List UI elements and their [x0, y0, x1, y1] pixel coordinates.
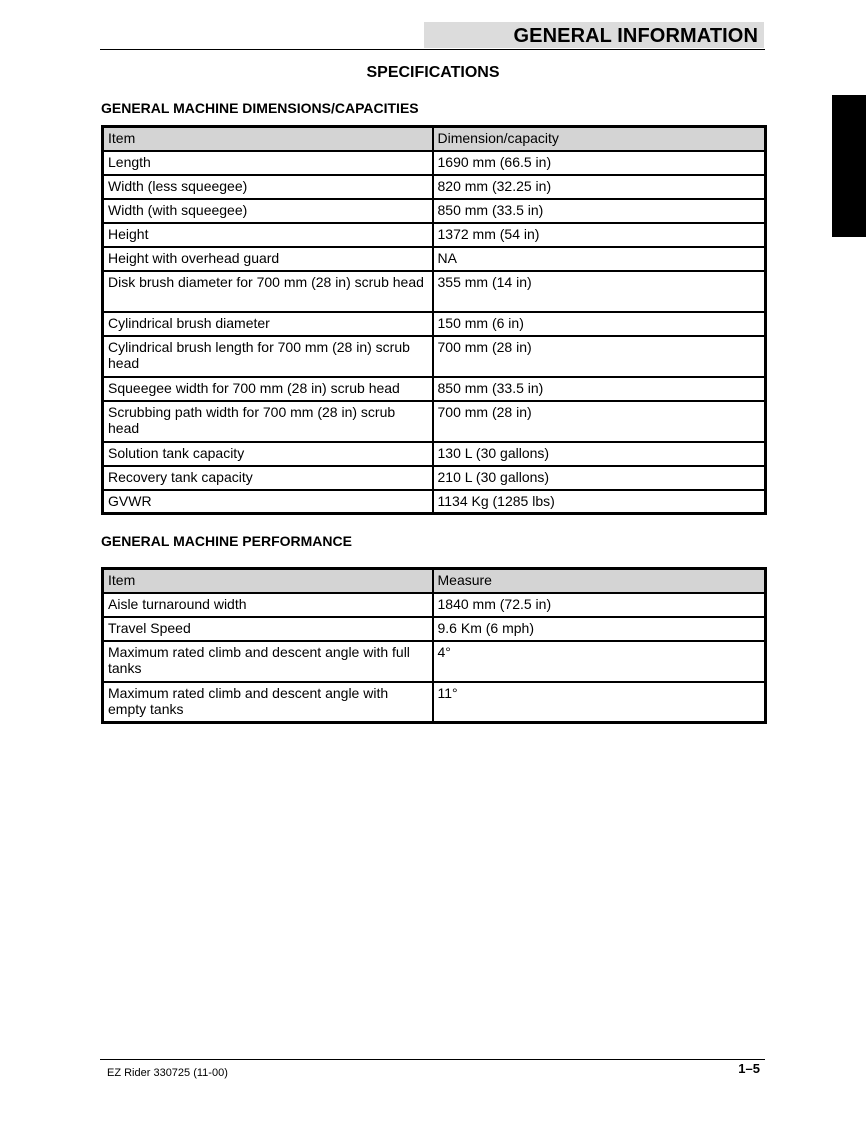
- row-value: 4°: [433, 641, 766, 682]
- table-row: [103, 199, 766, 223]
- table-row: [103, 641, 766, 682]
- row-item: Travel Speed: [103, 617, 433, 641]
- column-header-item: Item: [103, 127, 433, 151]
- table-row: [103, 401, 766, 442]
- row-value: 11°: [433, 682, 766, 723]
- table-row: [103, 223, 766, 247]
- row-item: Maximum rated climb and descent angle with full tanks: [103, 641, 433, 682]
- table-header-row: [103, 569, 766, 593]
- row-value: 850 mm (33.5 in): [433, 199, 766, 223]
- row-item: Width (with squeegee): [103, 199, 433, 223]
- row-item: Width (less squeegee): [103, 175, 433, 199]
- table-row: [103, 175, 766, 199]
- row-value: 210 L (30 gallons): [433, 466, 766, 490]
- table-row: [103, 377, 766, 401]
- table-row: [103, 442, 766, 466]
- table-row: [103, 466, 766, 490]
- row-item: Scrubbing path width for 700 mm (28 in) scrub head: [103, 401, 433, 442]
- dimensions-heading: GENERAL MACHINE DIMENSIONS/CAPACITIES: [101, 100, 419, 116]
- row-item: Cylindrical brush diameter: [103, 312, 433, 336]
- row-item: GVWR: [103, 490, 433, 514]
- section-thumb-tab: [832, 95, 866, 237]
- table-header-row: [103, 127, 766, 151]
- page-title: SPECIFICATIONS: [366, 64, 500, 81]
- table-row: [103, 682, 766, 723]
- table-row: [103, 271, 766, 312]
- performance-table: [101, 567, 767, 724]
- table-row: [103, 336, 766, 377]
- row-value: 130 L (30 gallons): [433, 442, 766, 466]
- column-header-measure: Measure: [433, 569, 766, 593]
- row-value: 1690 mm (66.5 in): [433, 151, 766, 175]
- table-row: [103, 490, 766, 514]
- row-value: 820 mm (32.25 in): [433, 175, 766, 199]
- section-title: GENERAL INFORMATION: [513, 25, 758, 47]
- row-value: 9.6 Km (6 mph): [433, 617, 766, 641]
- row-item: Recovery tank capacity: [103, 466, 433, 490]
- row-value: 850 mm (33.5 in): [433, 377, 766, 401]
- column-header-item: Item: [103, 569, 433, 593]
- table-row: [103, 312, 766, 336]
- row-value: NA: [433, 247, 766, 271]
- table-row: [103, 247, 766, 271]
- row-item: Cylindrical brush length for 700 mm (28 in) scrub head: [103, 336, 433, 377]
- header-rule: [100, 49, 765, 50]
- document-id: EZ Rider 330725 (11-00): [107, 1067, 228, 1079]
- row-value: 1134 Kg (1285 lbs): [433, 490, 766, 514]
- row-value: 355 mm (14 in): [433, 271, 766, 312]
- column-header-dimension: Dimension/capacity: [433, 127, 766, 151]
- row-item: Aisle turnaround width: [103, 593, 433, 617]
- row-value: 150 mm (6 in): [433, 312, 766, 336]
- row-value: 700 mm (28 in): [433, 336, 766, 377]
- row-item: Length: [103, 151, 433, 175]
- row-item: Solution tank capacity: [103, 442, 433, 466]
- row-value: 700 mm (28 in): [433, 401, 766, 442]
- table-row: [103, 593, 766, 617]
- table-row: [103, 151, 766, 175]
- row-item: Maximum rated climb and descent angle with empty tanks: [103, 682, 433, 723]
- dimensions-table: [101, 125, 767, 515]
- row-value: 1372 mm (54 in): [433, 223, 766, 247]
- row-value: 1840 mm (72.5 in): [433, 593, 766, 617]
- row-item: Squeegee width for 700 mm (28 in) scrub head: [103, 377, 433, 401]
- row-item: Height with overhead guard: [103, 247, 433, 271]
- footer-rule: [100, 1059, 765, 1060]
- row-item: Disk brush diameter for 700 mm (28 in) scrub head: [103, 271, 433, 312]
- row-item: Height: [103, 223, 433, 247]
- page-number: 1–5: [738, 1061, 760, 1076]
- performance-heading: GENERAL MACHINE PERFORMANCE: [101, 533, 352, 549]
- table-row: [103, 617, 766, 641]
